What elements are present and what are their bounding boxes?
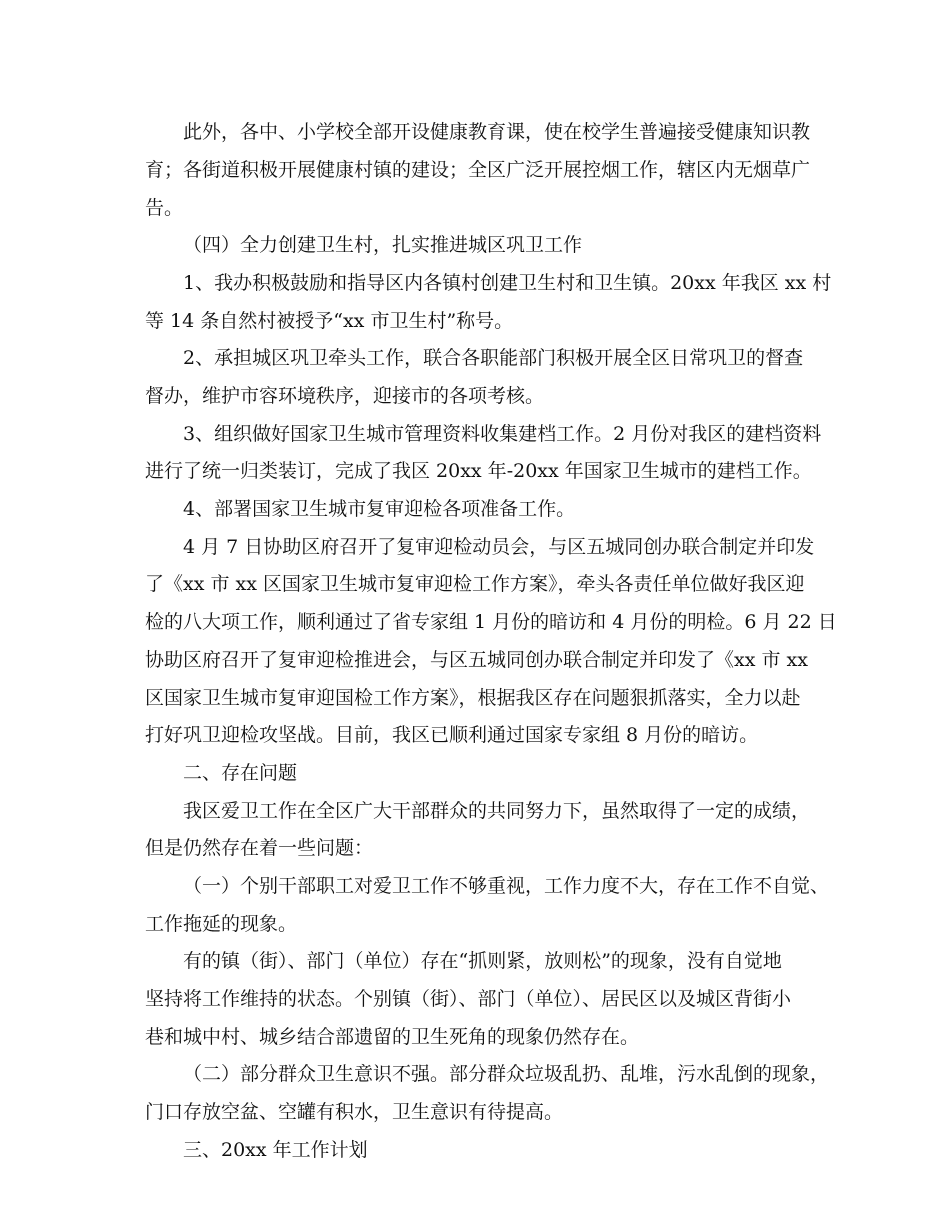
paragraph-line: 进行了统一归类装订，完成了我区 20xx 年-20xx 年国家卫生城市的建档工作。 (145, 460, 812, 482)
paragraph-line: 区国家卫生城市复审迎国检工作方案》，根据我区存在问题狠抓落实，全力以赴 (145, 687, 801, 709)
paragraph-line: 协助区府召开了复审迎检推进会，与区五城同创办联合制定并印发了《xx 市 xx (145, 649, 808, 671)
paragraph-line: 门口存放空盆、空罐有积水，卫生意识有待提高。 (145, 1101, 564, 1123)
paragraph-line: 等 14 条自然村被授予“xx 市卫生村”称号。 (145, 310, 514, 332)
paragraph-line: 2、承担城区巩卫牵头工作，联合各职能部门积极开展全区日常巩卫的督查 (183, 347, 804, 369)
section-heading: （四）全力创建卫生村，扎实推进城区巩卫工作 (183, 234, 583, 256)
paragraph-line: 但是仍然存在着一些问题： (145, 837, 374, 859)
paragraph-line: 我区爱卫工作在全区广大干部群众的共同努力下，虽然取得了一定的成绩， (183, 800, 811, 822)
paragraph-line: 坚持将工作维持的状态。个别镇（街）、部门（单位）、居民区以及城区背街小 (145, 988, 792, 1010)
paragraph-line: 打好巩卫迎检攻坚战。目前，我区已顺利通过国家专家组 8 月份的暗访。 (145, 724, 759, 746)
paragraph-line: （一）个别干部职工对爱卫工作不够重视，工作力度不大，存在工作不自觉、 (183, 875, 830, 897)
paragraph-line: 4 月 7 日协助区府召开了复审迎检动员会，与区五城同创办联合制定并印发 (183, 536, 815, 558)
paragraph-line: 了《xx 市 xx 区国家卫生城市复审迎检工作方案》，牵头各责任单位做好我区迎 (145, 573, 805, 595)
paragraph-line: 育；各街道积极开展健康村镇的建设；全区广泛开展控烟工作，辖区内无烟草广 (145, 159, 811, 181)
paragraph-line: 工作拖延的现象。 (145, 913, 298, 935)
paragraph-line: 巷和城中村、城乡结合部遗留的卫生死角的现象仍然存在。 (145, 1026, 640, 1048)
paragraph-line: （二）部分群众卫生意识不强。部分群众垃圾乱扔、乱堆，污水乱倒的现象， (183, 1063, 830, 1085)
paragraph-line: 有的镇（街）、部门（单位）存在“抓则紧，放则松”的现象，没有自觉地 (183, 950, 782, 972)
section-heading: 三、20xx 年工作计划 (183, 1139, 368, 1161)
paragraph-line: 4、部署国家卫生城市复审迎检各项准备工作。 (183, 498, 576, 520)
paragraph-line: 督办，维护市容环境秩序，迎接市的各项考核。 (145, 385, 545, 407)
paragraph-line: 检的八大项工作，顺利通过了省专家组 1 月份的暗访和 4 月份的明检。6 月 22 日 (145, 611, 837, 633)
paragraph-line: 此外，各中、小学校全部开设健康教育课，使在校学生普遍接受健康知识教 (183, 121, 811, 143)
section-heading: 二、存在问题 (183, 762, 298, 784)
paragraph-line: 告。 (145, 197, 184, 219)
paragraph-line: 1、我办积极鼓励和指导区内各镇村创建卫生村和卫生镇。20xx 年我区 xx 村 (183, 272, 832, 294)
paragraph-line: 3、组织做好国家卫生城市管理资料收集建档工作。2 月份对我区的建档资料 (183, 423, 822, 445)
